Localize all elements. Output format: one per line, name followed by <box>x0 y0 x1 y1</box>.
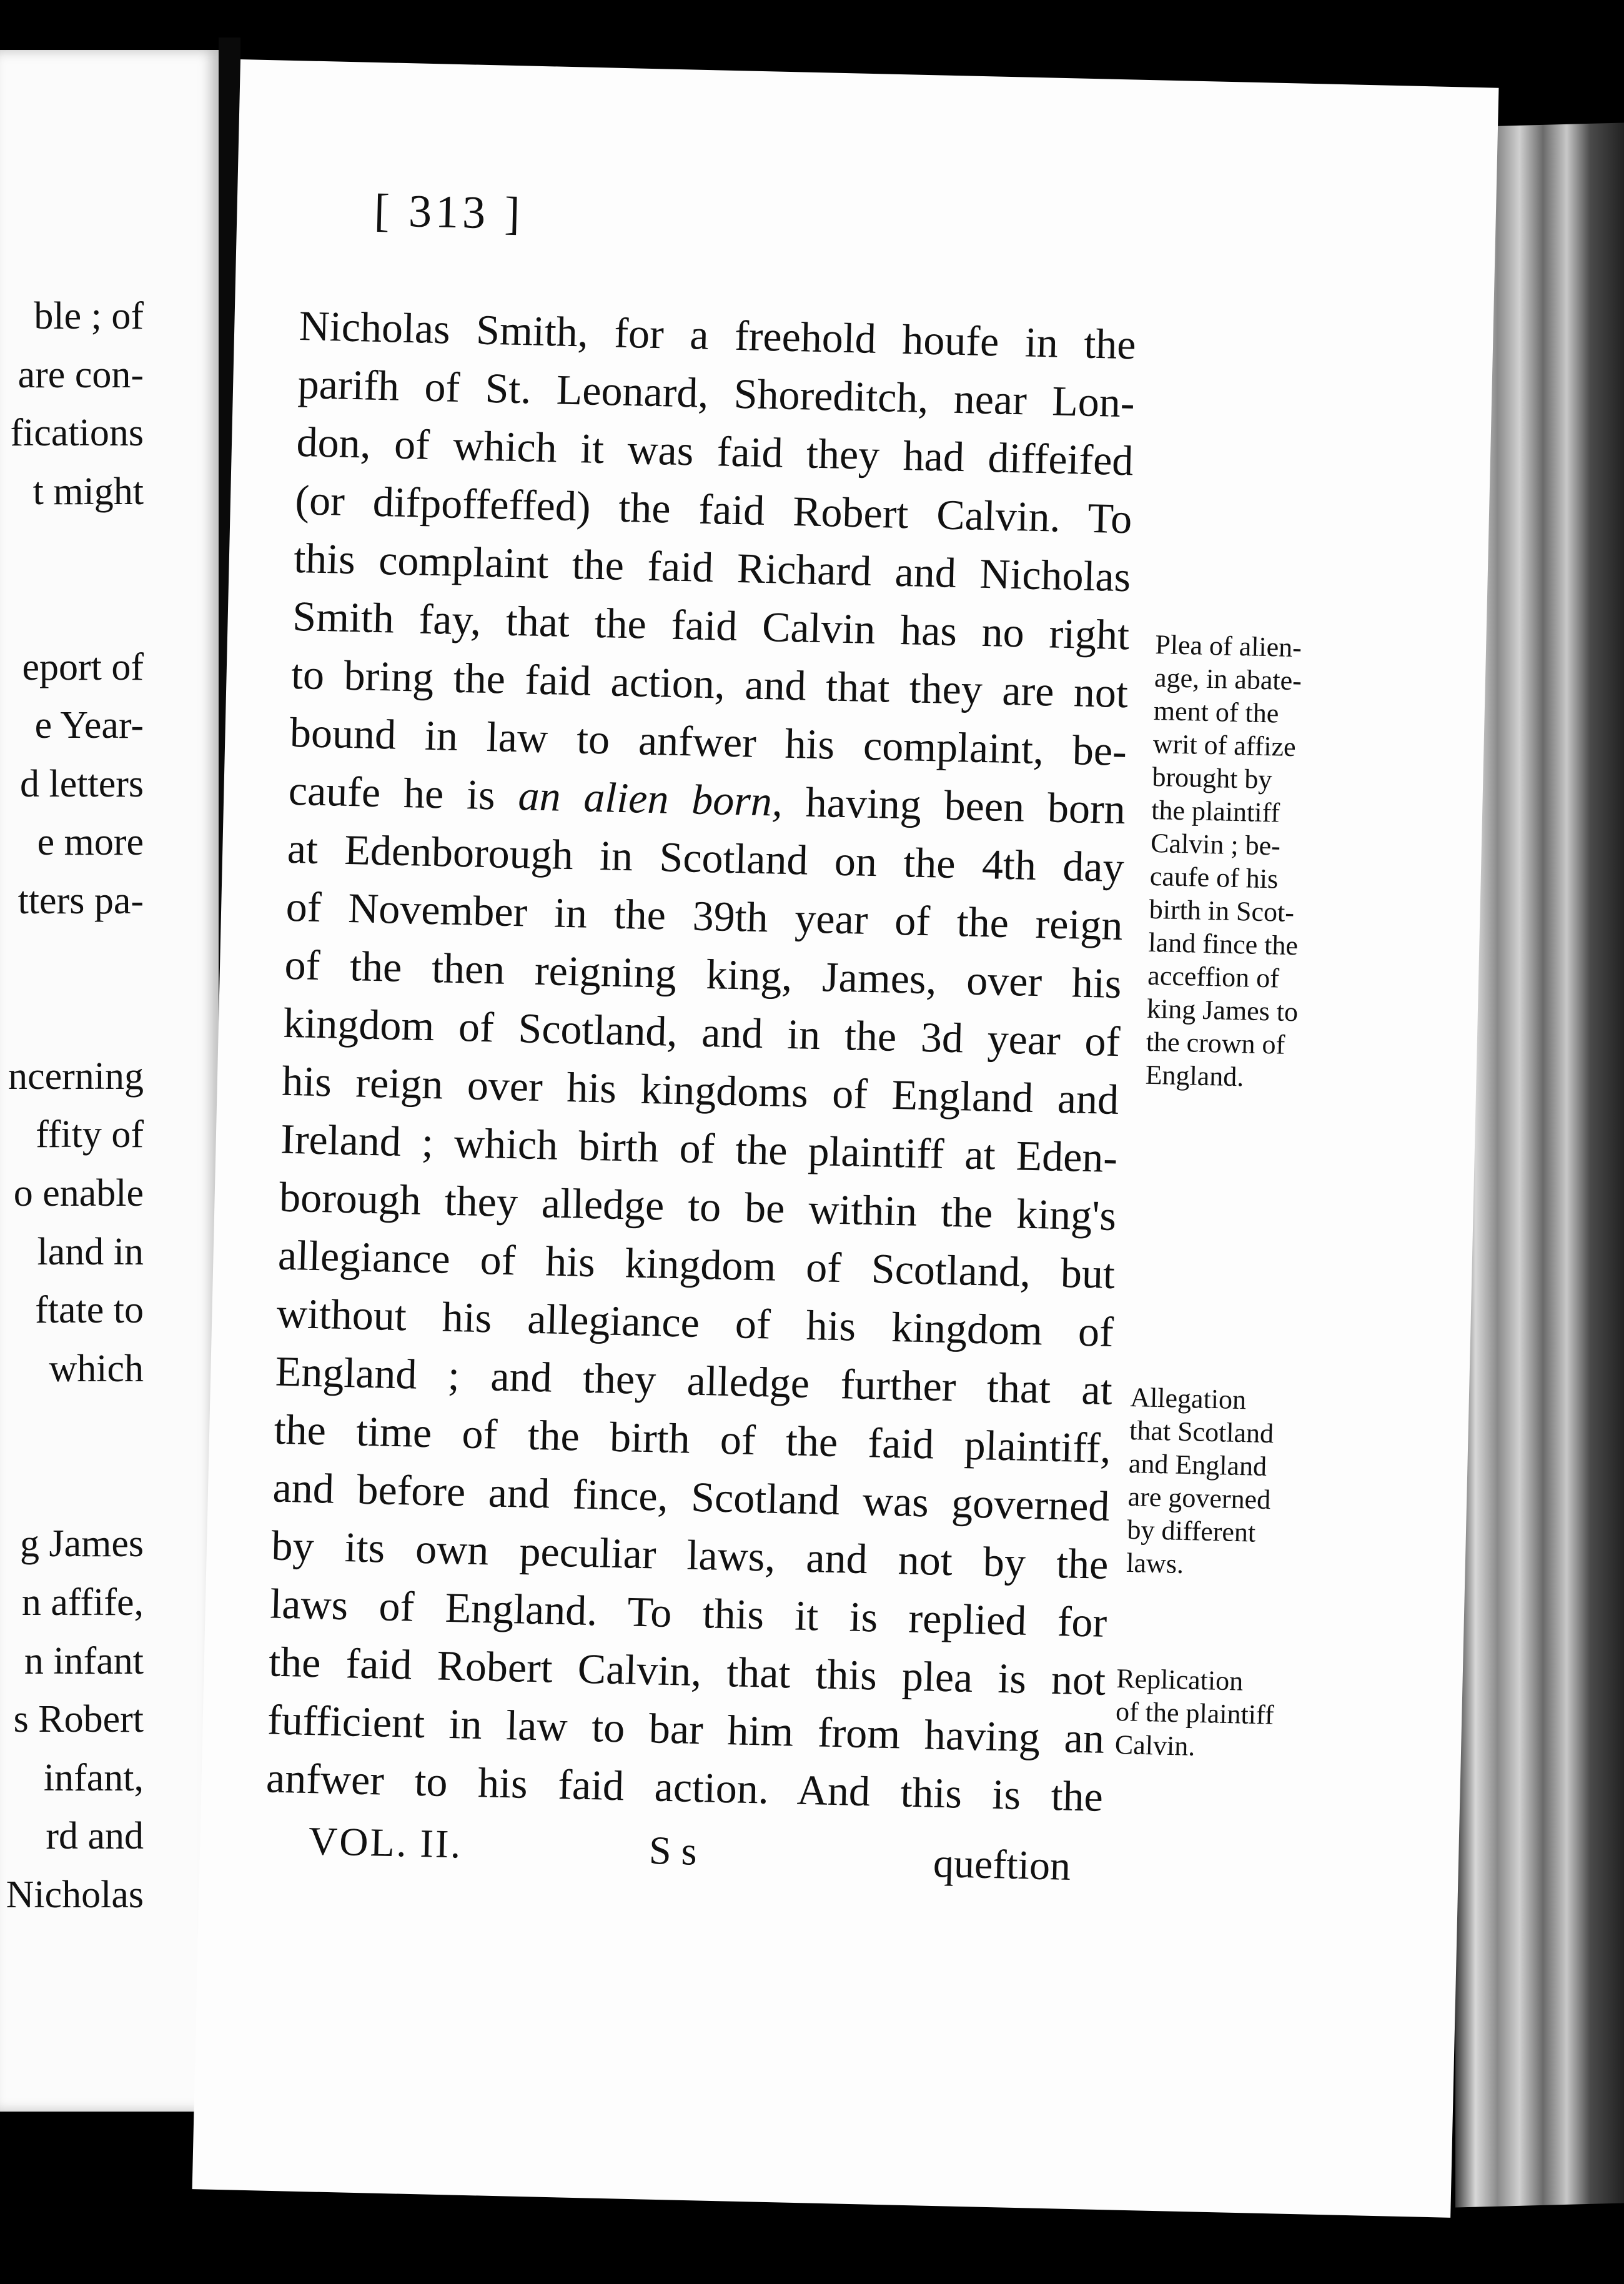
body-line: laws of England. To this it is replied for <box>269 1579 1108 1646</box>
left-page-line: n infant <box>24 1639 144 1682</box>
left-page-line <box>6 989 144 1048</box>
body-line: to bring the faid action, and that they are not <box>290 650 1129 717</box>
margin-note-line: writ of affize <box>1152 728 1297 763</box>
body-line: the faid Robert Calvin, that this plea is not <box>268 1637 1106 1704</box>
margin-note-line: Allegation <box>1129 1381 1247 1416</box>
body-line: his reign over his kingdoms of England and <box>281 1056 1120 1124</box>
left-page-line: infant, <box>43 1756 144 1799</box>
margin-note-line: are governed <box>1127 1481 1271 1516</box>
left-page-line <box>6 1398 144 1457</box>
margin-note-line: Calvin ; be- <box>1150 827 1281 861</box>
body-line-start: caufe he is <box>288 766 519 820</box>
page-number: [ 313 ] <box>374 184 525 240</box>
left-page-line: e Year- <box>34 704 144 747</box>
margin-note-line: brought by <box>1152 761 1272 795</box>
left-page-line: fications <box>10 412 144 455</box>
left-page-line: ftate to <box>35 1289 144 1332</box>
body-text <box>265 297 1137 1826</box>
left-page-text <box>6 287 144 1925</box>
margin-note-line: England. <box>1145 1059 1244 1093</box>
left-page-line: o enable <box>13 1171 144 1214</box>
left-page-line <box>6 521 144 580</box>
margin-note-line: king James to <box>1146 993 1299 1028</box>
left-page-line: ffity of <box>36 1113 144 1156</box>
left-page-line: are con- <box>17 353 144 396</box>
margin-note-line: that Scotland <box>1129 1414 1274 1449</box>
left-page-line: e more <box>37 821 144 864</box>
body-line: anfwer to his faid action. And this is the <box>265 1754 1104 1820</box>
left-page-line <box>6 931 144 990</box>
left-page-line: eport of <box>22 645 144 688</box>
body-line: kingdom of Scotland, and in the 3d year of <box>282 998 1121 1066</box>
body-line: fufficient in law to bar him from having an <box>267 1696 1105 1762</box>
body-line: bound in law to anfwer his complaint, be- <box>289 708 1127 775</box>
margin-note-line: age, in abate- <box>1154 662 1302 697</box>
margin-note-allegation <box>1126 1381 1318 1584</box>
left-page-line: t might <box>32 470 144 513</box>
body-line: the time of the birth of the faid plaintiff, <box>274 1405 1112 1472</box>
margin-note-plea <box>1145 628 1343 1096</box>
left-page-line: Nicholas <box>6 1874 144 1917</box>
left-page-line: which <box>49 1347 144 1390</box>
margin-note-line: Plea of alien- <box>1154 628 1302 663</box>
body-line-end: having been born <box>782 777 1126 833</box>
body-line: allegiance of his kingdom of Scotland, but <box>277 1231 1116 1298</box>
body-line: (or difpoffeffed) the faid Robert Calvin. To <box>294 475 1133 543</box>
margin-note-line: by different <box>1127 1514 1256 1548</box>
body-line: by its own peculiar laws, and not by the <box>270 1521 1109 1588</box>
left-facing-page <box>0 50 219 2112</box>
margin-note-line: Calvin. <box>1114 1729 1196 1762</box>
margin-note-line: and England <box>1128 1447 1267 1482</box>
margin-note-line: laws. <box>1126 1547 1184 1579</box>
body-line: Ireland ; which birth of the plaintiff at Eden- <box>280 1115 1118 1182</box>
left-page-line: s Robert <box>13 1698 144 1741</box>
margin-note-line: acceffion of <box>1147 960 1280 994</box>
signature-mark: S s <box>648 1827 698 1874</box>
body-line: and before and fince, Scotland was governed <box>272 1463 1111 1530</box>
left-page-line <box>6 580 144 638</box>
margin-note-line: birth in Scot- <box>1149 893 1295 928</box>
margin-note-line: land fince the <box>1148 926 1299 961</box>
left-page-line: ncerning <box>8 1055 144 1098</box>
margin-note-line: the plaintiff <box>1151 794 1280 828</box>
margin-note-line: caufe of his <box>1149 860 1279 895</box>
body-line: of the then reigning king, James, over his <box>284 940 1122 1008</box>
body-line: don, of which it was faid they had diffeifed <box>295 417 1134 485</box>
left-page-line: d letters <box>20 762 144 805</box>
left-page-line: tters pa- <box>17 879 144 922</box>
left-page-line: rd and <box>46 1815 144 1858</box>
catchword: queftion <box>933 1840 1071 1889</box>
body-line: England ; and they alledge further that at <box>275 1347 1113 1414</box>
left-page-line: g James <box>19 1522 144 1566</box>
body-line: at Edenborough in Scotland on the 4th day <box>287 824 1125 891</box>
body-line: this complaint the faid Richard and Nicholas <box>293 534 1132 601</box>
italic-phrase: an alien born, <box>517 772 783 825</box>
body-line: without his allegiance of his kingdom of <box>276 1289 1114 1356</box>
left-page-line: land in <box>37 1230 144 1273</box>
left-page-line <box>6 1457 144 1516</box>
margin-note-line: Replication <box>1116 1662 1244 1697</box>
margin-note-line: ment of the <box>1153 695 1279 729</box>
body-line: Smith fay, that the faid Calvin has no right <box>292 592 1130 659</box>
margin-note-replication <box>1114 1662 1304 1765</box>
margin-note-line: of the plaintiff <box>1115 1696 1275 1730</box>
volume-label: VOL. II. <box>308 1818 463 1867</box>
margin-note-line: the crown of <box>1146 1026 1285 1060</box>
left-page-line: ble ; of <box>34 295 144 337</box>
body-line: Nicholas Smith, for a freehold houfe in the <box>299 301 1137 369</box>
body-line: parifh of St. Leonard, Shoreditch, near Lon- <box>297 359 1136 427</box>
left-page-line: n affife, <box>21 1581 144 1624</box>
body-line: borough they alledge to be within the king's <box>279 1173 1117 1240</box>
body-line: of November in the 39th year of the reign <box>285 882 1124 950</box>
